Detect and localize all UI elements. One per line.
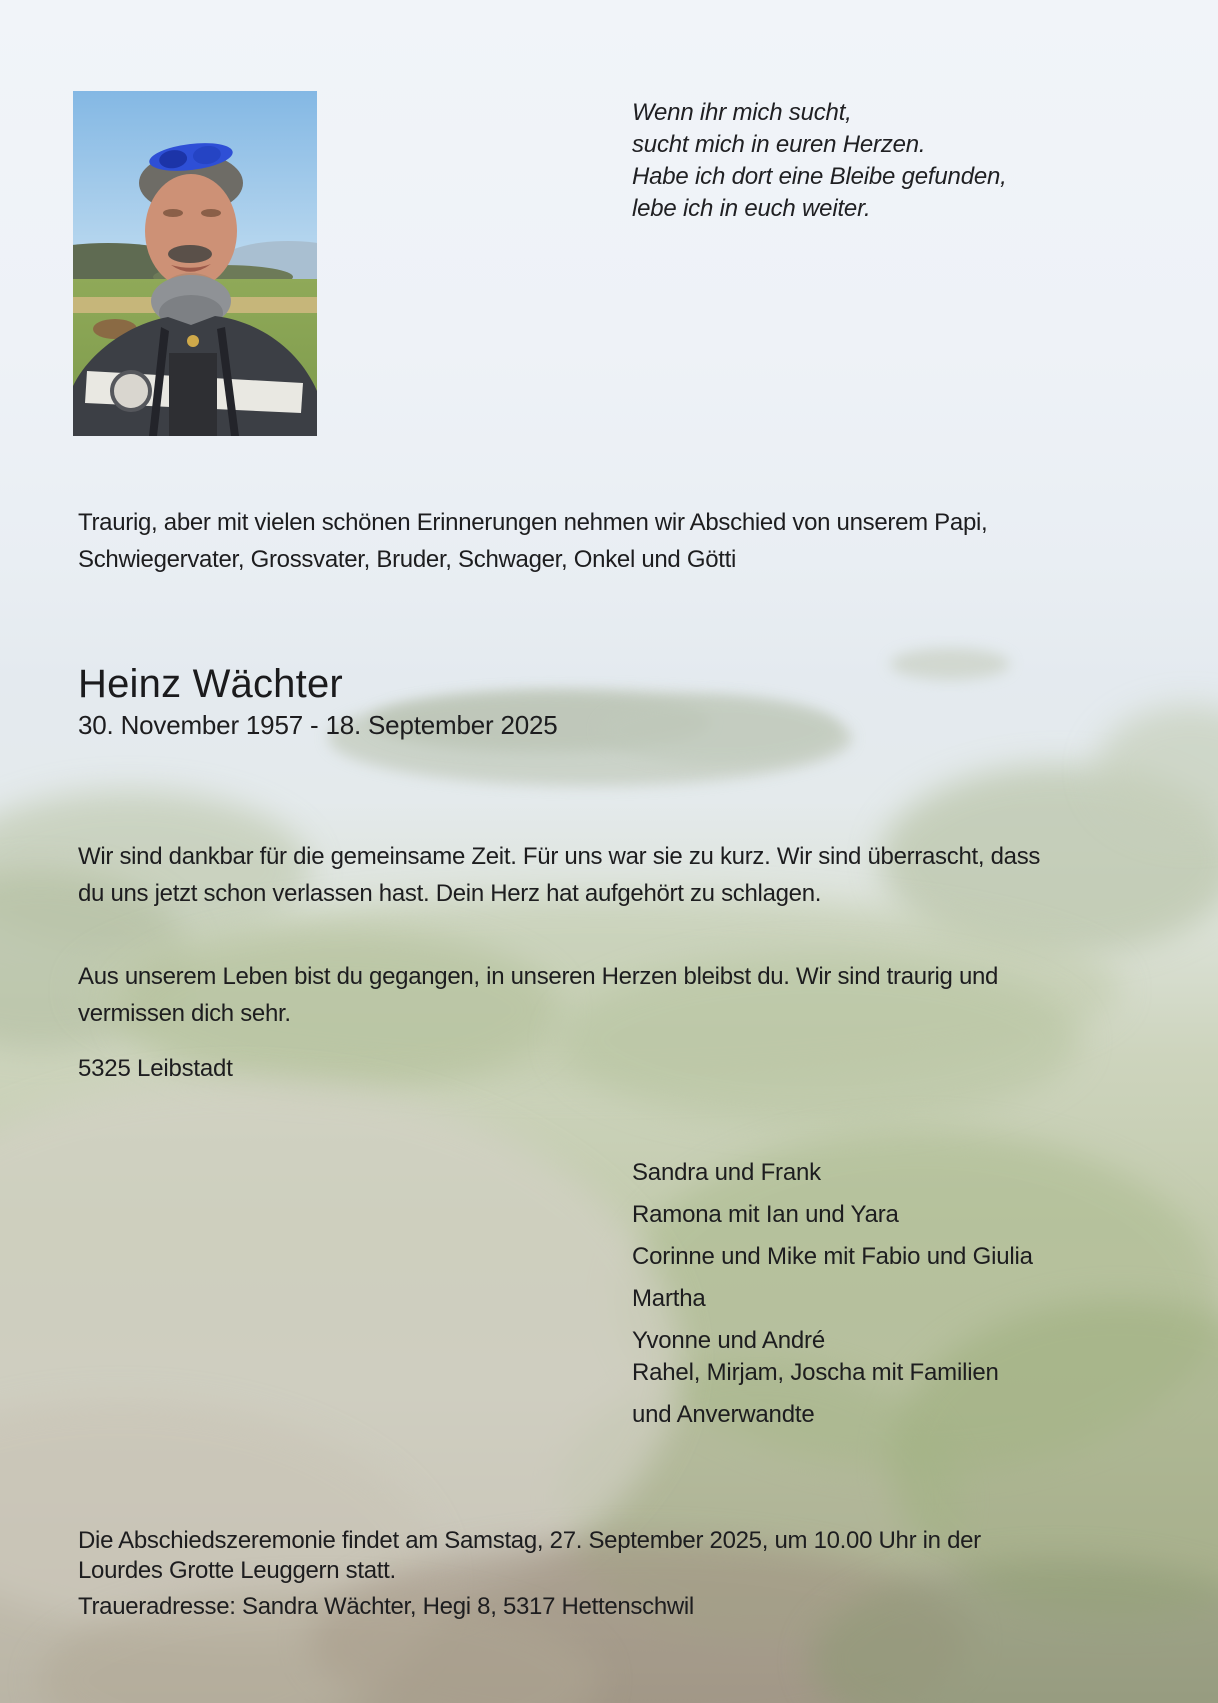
poem-line: Habe ich dort eine Bleibe gefunden, [632, 163, 1007, 190]
portrait-photo-graphic [73, 91, 317, 436]
portrait-photo [73, 91, 317, 436]
poem-line: sucht mich in euren Herzen. [632, 131, 926, 158]
poem-line: lebe ich in euch weiter. [632, 195, 871, 222]
life-dates: 30. November 1957 - 18. September 2025 [78, 710, 558, 740]
ceremony-line: Lourdes Grotte Leuggern statt. [78, 1557, 396, 1584]
family-member-line: und Anverwandte [632, 1401, 815, 1428]
memorial-poem [632, 97, 1007, 225]
place-line: 5325 Leibstadt [78, 1055, 233, 1082]
paragraph-line: Aus unserem Leben bist du gegangen, in unseren Herzen bleibst du. Wir sind traurig und [78, 963, 999, 990]
paragraph-line: vermissen dich sehr. [78, 1000, 291, 1027]
family-member-line: Rahel, Mirjam, Joscha mit Familien [632, 1359, 999, 1386]
family-member-line: Corinne und Mike mit Fabio und Giulia [632, 1243, 1033, 1270]
paragraph-line: Wir sind dankbar für die gemeinsame Zeit. Für uns war sie zu kurz. Wir sind überrascht, dass [78, 843, 1041, 870]
farewell-introduction [78, 504, 987, 578]
family-member-line: Martha [632, 1285, 706, 1312]
family-member-line: Ramona mit Ian und Yara [632, 1201, 899, 1228]
mourning-address-line: Traueradresse: Sandra Wächter, Hegi 8, 5317 Hettenschwil [78, 1593, 694, 1620]
family-member-line: Yvonne und André [632, 1327, 825, 1354]
gratitude-paragraph [78, 838, 1040, 912]
funeral-information [78, 1526, 981, 1622]
poem-line: Wenn ihr mich sucht, [632, 99, 852, 126]
family-member-line: Sandra und Frank [632, 1159, 821, 1186]
ceremony-line: Die Abschiedszeremonie findet am Samstag, 27. September 2025, um 10.00 Uhr in der [78, 1527, 981, 1554]
mourning-paragraph [78, 958, 998, 1032]
intro-line: Traurig, aber mit vielen schönen Erinnerungen nehmen wir Abschied von unserem Papi, [78, 509, 988, 536]
family-list [632, 1158, 1033, 1442]
intro-line: Schwiegervater, Grossvater, Bruder, Schwager, Onkel und Götti [78, 546, 737, 573]
paragraph-line: du uns jetzt schon verlassen hast. Dein Herz hat aufgehört zu schlagen. [78, 880, 822, 907]
deceased-name: Heinz Wächter [78, 662, 343, 706]
